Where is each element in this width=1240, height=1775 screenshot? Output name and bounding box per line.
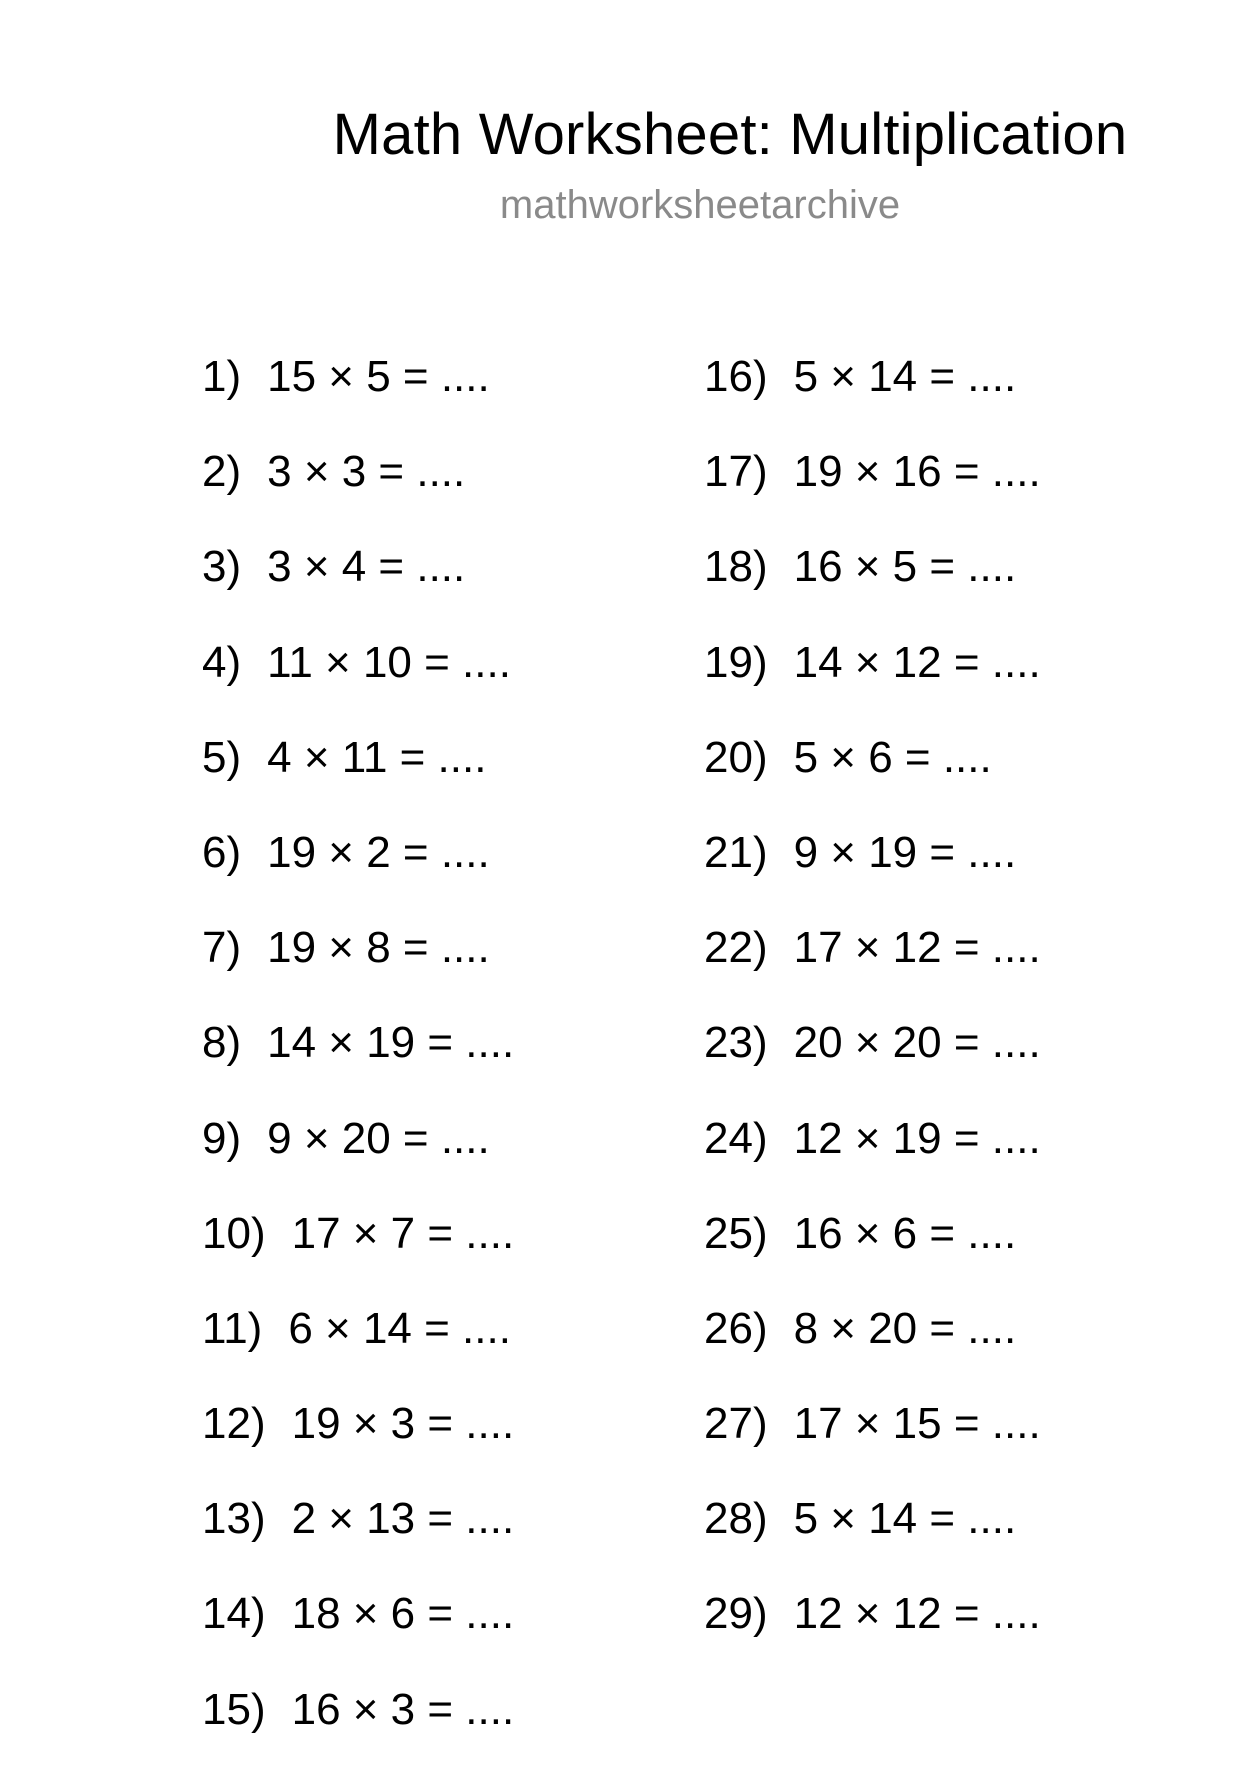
problem-number: 15) [202, 1684, 266, 1734]
problem-expression: 4 × 11 = .... [267, 732, 487, 782]
problem-expression: 5 × 6 = .... [793, 732, 992, 782]
problem-number: 8) [202, 1018, 242, 1068]
problem-number: 18) [704, 542, 768, 592]
problem-expression: 12 × 19 = .... [793, 1113, 1041, 1163]
problem-item [202, 1394, 514, 1489]
problem-item [704, 918, 1041, 1013]
problem-item [704, 537, 1041, 632]
problem-expression: 17 × 7 = .... [291, 1208, 515, 1258]
problem-expression: 5 × 14 = .... [793, 352, 1017, 401]
problem-expression: 12 × 12 = .... [793, 1589, 1041, 1639]
problem-expression: 5 × 14 = .... [793, 1494, 1017, 1544]
problem-number: 10) [202, 1208, 266, 1258]
problem-item [704, 1109, 1041, 1204]
problem-expression: 11 × 10 = .... [267, 637, 511, 687]
problem-item [202, 633, 514, 728]
problem-expression: 3 × 3 = .... [267, 447, 466, 497]
problem-number: 25) [704, 1208, 768, 1258]
problem-expression: 2 × 13 = .... [291, 1494, 515, 1544]
problem-item [202, 1013, 514, 1108]
problem-item [704, 442, 1041, 537]
problem-number: 14) [202, 1589, 266, 1639]
problem-expression: 3 × 4 = .... [267, 542, 466, 592]
problem-expression: 6 × 14 = .... [288, 1303, 511, 1353]
problem-item [202, 442, 514, 537]
problem-item [704, 823, 1041, 918]
problem-number: 26) [704, 1303, 768, 1353]
problem-expression: 19 × 3 = .... [291, 1399, 515, 1449]
problem-item [704, 347, 1041, 442]
problem-item [704, 1584, 1041, 1679]
problem-item [202, 1109, 514, 1204]
problem-expression: 14 × 19 = .... [267, 1018, 515, 1068]
problem-expression: 15 × 5 = .... [267, 352, 490, 401]
page-subtitle: mathworksheetarchive [499, 183, 901, 227]
problem-item [202, 918, 514, 1013]
problem-item [202, 1584, 514, 1679]
problem-item [202, 728, 514, 823]
problem-number: 24) [704, 1113, 768, 1163]
problem-item [704, 1204, 1041, 1299]
problem-item [202, 537, 514, 632]
problem-item [704, 1299, 1041, 1394]
problem-number: 6) [202, 827, 242, 877]
problem-number: 9) [202, 1113, 242, 1163]
problem-item [704, 633, 1041, 728]
problem-expression: 19 × 8 = .... [267, 923, 490, 973]
problem-number: 2) [202, 447, 242, 497]
problem-number: 3) [202, 542, 242, 592]
problem-item [202, 1299, 514, 1394]
problem-number: 29) [704, 1589, 768, 1639]
problem-expression: 18 × 6 = .... [291, 1589, 515, 1639]
problem-expression: 19 × 2 = .... [267, 827, 490, 877]
problem-number: 4) [202, 637, 242, 687]
problem-expression: 17 × 15 = .... [793, 1399, 1041, 1449]
problem-item [704, 728, 1041, 823]
problem-column-right [704, 347, 1041, 1680]
problem-item [704, 1013, 1041, 1108]
problem-number: 20) [704, 732, 768, 782]
problem-item [202, 823, 514, 918]
problem-expression: 19 × 16 = .... [793, 447, 1041, 497]
problem-number: 12) [202, 1399, 266, 1449]
problem-number: 19) [704, 637, 768, 687]
page-title: Math Worksheet: Multiplication [332, 102, 1128, 167]
problem-expression: 8 × 20 = .... [793, 1303, 1017, 1353]
problem-expression: 17 × 12 = .... [793, 923, 1041, 973]
problem-number: 1) [202, 352, 242, 401]
problem-number: 11) [202, 1303, 263, 1353]
problem-number: 21) [704, 827, 768, 877]
problem-item [202, 347, 514, 442]
problem-number: 13) [202, 1494, 266, 1544]
problem-expression: 14 × 12 = .... [793, 637, 1041, 687]
problem-item [202, 1204, 514, 1299]
problem-number: 27) [704, 1399, 768, 1449]
problem-number: 28) [704, 1494, 768, 1544]
problem-expression: 20 × 20 = .... [793, 1018, 1041, 1068]
problem-number: 23) [704, 1018, 768, 1068]
problem-item [704, 1394, 1041, 1489]
problem-number: 22) [704, 923, 768, 973]
problem-expression: 9 × 19 = .... [793, 827, 1017, 877]
problem-expression: 9 × 20 = .... [267, 1113, 490, 1163]
problem-column-left [202, 347, 514, 1775]
problem-item [202, 1489, 514, 1584]
problem-item [704, 1489, 1041, 1584]
problem-number: 5) [202, 732, 242, 782]
problem-item [202, 1680, 514, 1775]
problem-expression: 16 × 3 = .... [291, 1684, 515, 1734]
problem-number: 17) [704, 447, 768, 497]
problem-number: 7) [202, 923, 242, 973]
problem-number: 16) [704, 352, 768, 401]
problem-expression: 16 × 5 = .... [793, 542, 1017, 592]
problem-expression: 16 × 6 = .... [793, 1208, 1017, 1258]
